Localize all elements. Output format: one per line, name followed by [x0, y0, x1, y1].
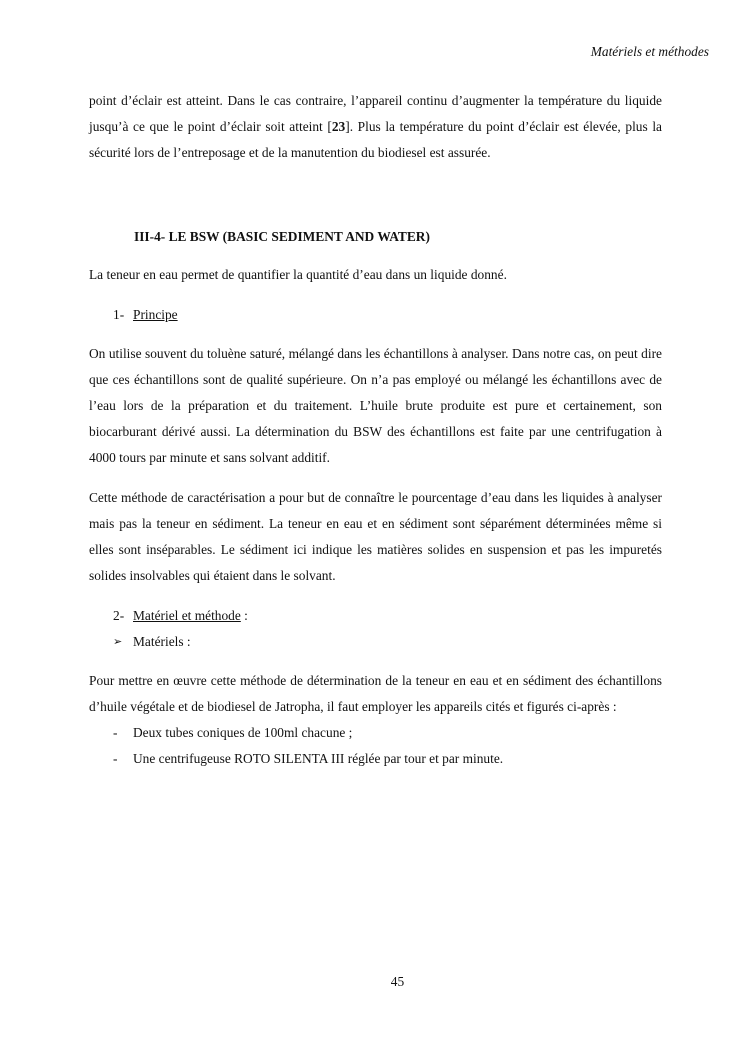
intro-paragraph [89, 88, 662, 166]
materials-bullet-item [89, 629, 662, 655]
materials-paragraph: Pour mettre en œuvre cette méthode de détermination de la teneur en eau et en sédiment des échantillons d’huile végétale et de biodiesel de Jatropha, il faut employer les appareils cités et figurés ci-après : [89, 673, 662, 714]
materials-label: Matériels : [133, 634, 191, 649]
running-header: Matériels et méthodes [590, 44, 709, 59]
equipment-item [89, 720, 662, 746]
equipment-item [89, 746, 662, 772]
materials-method-suffix: : [240, 608, 248, 623]
materials-method-heading [89, 603, 662, 629]
materials-method-number: 2- [113, 608, 125, 623]
dash-bullet: - [113, 725, 118, 740]
principle-number: 1- [113, 307, 125, 322]
citation-ref: 23 [331, 119, 346, 134]
intro-text-before: point d’éclair est atteint. Dans le cas contraire, l’appareil continu d’augmenter la température du liquide jusqu’à ce que le point d’éclair soit atteint [ [89, 93, 662, 134]
principle-heading [89, 302, 662, 328]
principle-label: Principe [133, 307, 178, 322]
definition-paragraph: La teneur en eau permet de quantifier la quantité d’eau dans un liquide donné. [89, 267, 507, 282]
dash-bullet: - [113, 751, 118, 766]
intro-text-after: ]. Plus la température du point d’éclair est élevée, plus la sécurité lors de l’entreposage et de la manutention du biodiesel est assurée. [89, 119, 662, 160]
materials-method-label: Matériel et méthode [133, 608, 241, 623]
principle-paragraph-2: Cette méthode de caractérisation a pour but de connaître le pourcentage d’eau dans les liquides à analyser mais pas la teneur en sédiment. La teneur en eau et en sédiment sont séparément déterminées même si elles sont inséparables. Le sédiment ici indique les matières solides en suspension et pas les impuretés solides insolvables qui étaient dans le solvant. [89, 490, 662, 583]
equipment-text: Une centrifugeuse ROTO SILENTA III réglée par tour et par minute. [133, 751, 504, 766]
arrow-bullet-icon: ➢ [113, 635, 123, 648]
principle-paragraph-1: On utilise souvent du toluène saturé, mélangé dans les échantillons à analyser. Dans notre cas, on peut dire que ces échantillons sont de qualité supérieure. On n’a pas employé ou mélangé les échantillons avec de l’eau lors de la préparation et du traitement. L’huile brute produite est pure et certainement, son biocarburant dérivé aussi. La détermination du BSW des échantillons est faite par une centrifugation à 4000 tours par minute et sans solvant additif. [89, 346, 662, 465]
section-heading: III-4- LE BSW (BASIC SEDIMENT AND WATER) [134, 229, 430, 244]
page-body [89, 88, 662, 772]
equipment-text: Deux tubes coniques de 100ml chacune ; [133, 725, 353, 740]
page-number: 45 [390, 974, 405, 989]
